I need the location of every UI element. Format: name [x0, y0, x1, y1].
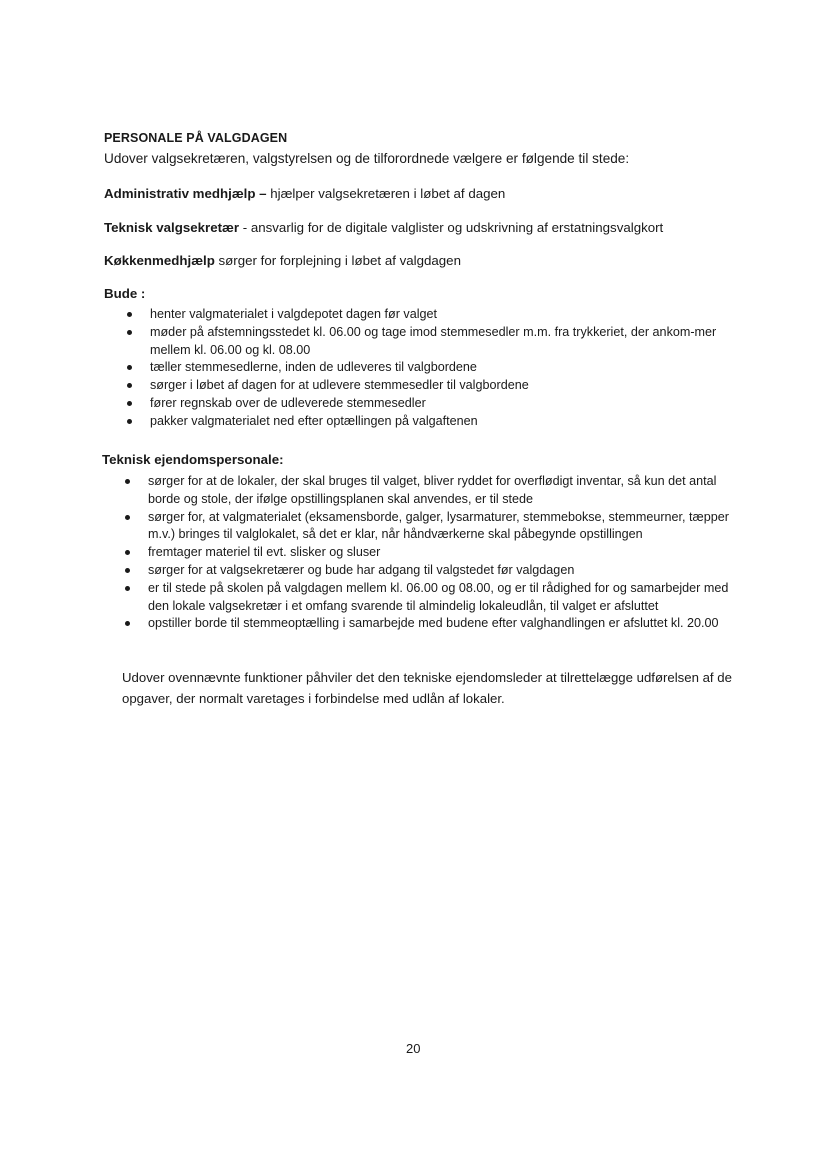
kitchen-line	[104, 252, 461, 270]
list-item: sørger for, at valgmaterialet (eksamensborde, galger, lysarmaturer, stemmebokse, stemmeurner, tæpper m.v.) bringes til valglokalet, så det er klar, når håndværkerne skal påbegynde opstillingen	[123, 509, 735, 545]
list-item: sørger for at valgsekretærer og bude har adgang til valgstedet før valgdagen	[123, 562, 735, 580]
closing-paragraph: Udover ovennævnte funktioner påhviler det den tekniske ejendomsleder at tilrettelægge udførelsen af de opgaver, der normalt varetages i forbindelse med udlån af lokaler.	[122, 670, 732, 706]
list-item: sørger i løbet af dagen for at udlevere stemmesedler til valgbordene	[125, 377, 737, 395]
section-heading: PERSONALE PÅ VALGDAGEN	[104, 131, 288, 145]
page-number: 20	[406, 1041, 421, 1056]
kitchen-label: Køkkenmedhjælp	[104, 253, 215, 268]
list-item: henter valgmaterialet i valgdepotet dagen før valget	[125, 306, 737, 324]
list-item: fremtager materiel til evt. slisker og sluser	[123, 544, 735, 562]
list-item: sørger for at de lokaler, der skal bruges til valget, bliver ryddet for overflødigt inventar, så kun det antal borde og stole, der ifølge opstillingsplanen skal anvendes, er til stede	[123, 473, 735, 509]
admin-text: hjælper valgsekretæren i løbet af dagen	[270, 186, 506, 201]
list-item: pakker valgmaterialet ned efter optællingen på valgaftenen	[125, 413, 737, 431]
list-item: møder på afstemningsstedet kl. 06.00 og tage imod stemmesedler m.m. fra trykkeriet, der ankom-mer mellem kl. 06.00 og kl. 08.00	[125, 324, 737, 360]
admin-line	[104, 185, 505, 203]
technical-secretary-label: Teknisk valgsekretær	[104, 220, 240, 235]
bude-list	[125, 306, 737, 431]
intro-text: Udover valgsekretæren, valgstyrelsen og de tilforordnede vælgere er følgende til stede:	[104, 151, 630, 166]
property-staff-list	[123, 473, 735, 633]
property-staff-label: Teknisk ejendomspersonale:	[102, 452, 284, 467]
technical-secretary-text: - ansvarlig for de digitale valglister og udskrivning af erstatningsvalgkort	[239, 220, 664, 235]
list-item: fører regnskab over de udleverede stemmesedler	[125, 395, 737, 413]
bude-label: Bude :	[104, 286, 146, 301]
kitchen-text: sørger for forplejning i løbet af valgdagen	[214, 253, 461, 268]
list-item: opstiller borde til stemmeoptælling i samarbejde med budene efter valghandlingen er afsluttet kl. 20.00	[123, 615, 735, 633]
admin-label: Administrativ medhjælp –	[104, 186, 271, 201]
technical-secretary-line	[104, 219, 663, 237]
list-item: tæller stemmesedlerne, inden de udleveres til valgbordene	[125, 359, 737, 377]
list-item: er til stede på skolen på valgdagen mellem kl. 06.00 og 08.00, og er til rådighed for og samarbejder med den lokale valgsekretær i et omfang svarende til almindelig lokaleudlån, til valget er afsluttet	[123, 580, 735, 616]
